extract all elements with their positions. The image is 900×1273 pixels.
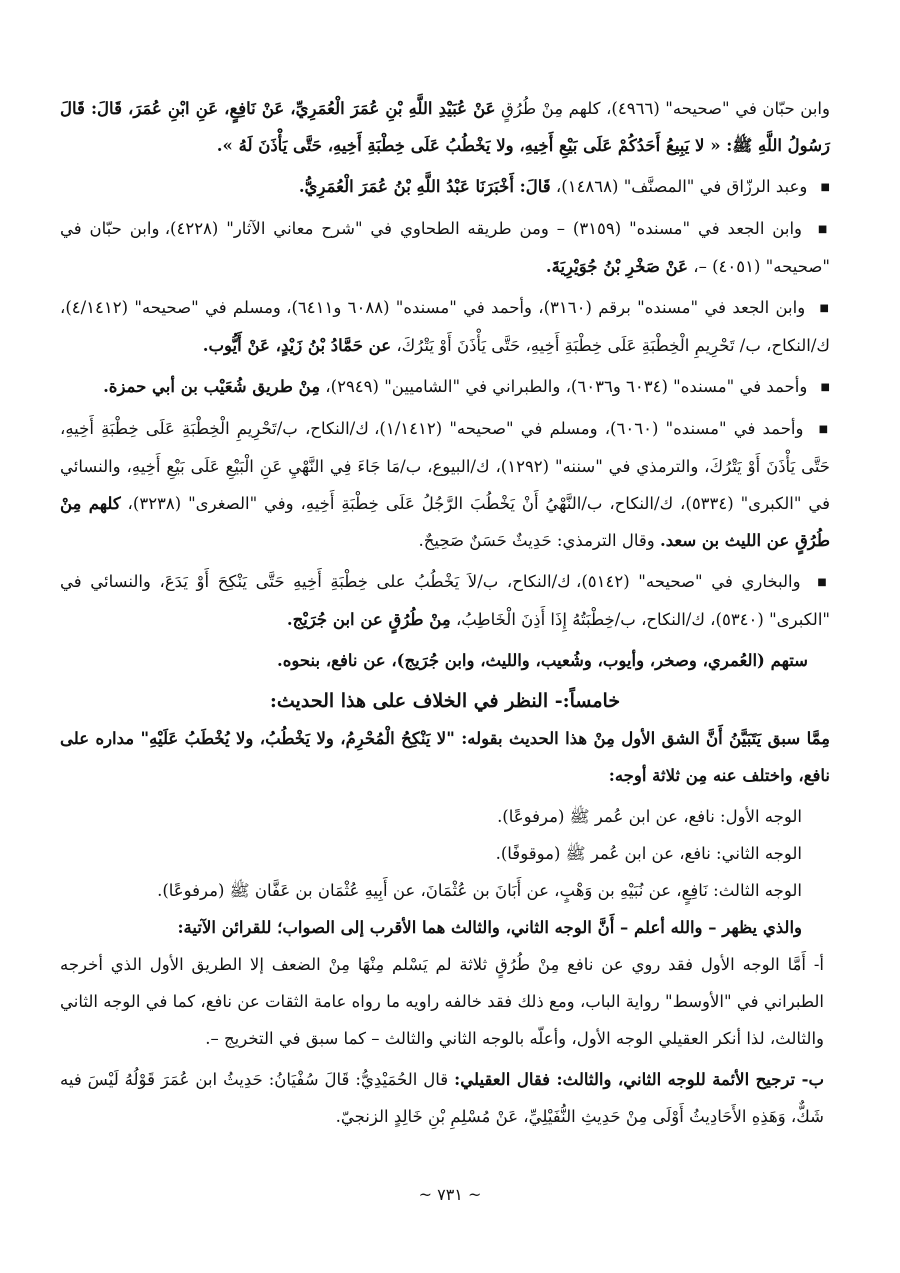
text-plain: وأحمد في "مسنده" (٦٠٣٤ و٦٠٣٦)، والطبراني في "الشاميين" (٢٩٤٩)، xyxy=(320,377,808,396)
bullet-ahmad-1 xyxy=(60,368,830,406)
bullet-ahmad-2 xyxy=(60,410,830,559)
section-heading: خامساً:- النظر في الخلاف على هذا الحديث: xyxy=(269,690,621,712)
bullet-abdulrazzaq xyxy=(60,168,830,206)
intro-paragraph: مِمَّا سبق يَتَبَيَّنُ أَنَّ الشق الأول مِنْ هذا الحديث بقوله: "لا يَنْكِحُ الْمُحْرِمُ، ولا يَخْطُبُ، ولا يُخْطَبُ عَلَيْهِ" مداره على نافع، واختلف عنه مِن ثلاثة أوجه: xyxy=(60,729,830,785)
point-a: أ- أَمَّا الوجه الأول فقد روي عن نافع مِنْ طُرُقٍ ثلاثة لم يَسْلم مِنْهَا مِنْ الضعف إلا الطريق الأول الذي أخرجه الطبراني في "الأوسط" رواية الباب، ومع ذلك فقد خالفه راويه ما رواه عامة الثقات عن نافع، كما في الوجه الثاني والثالث، لذا أنكر العقيلي الوجه الأول، وأعلّه بالوجه الثاني والثالث – كما سبق في التخريج –. xyxy=(60,955,824,1048)
conclusion-line: والذي يظهر – والله أعلم – أَنَّ الوجه الثاني، والثالث هما الأقرب إلى الصواب؛ للقرائن الآتية: xyxy=(177,918,802,937)
text-plain: وقال الترمذي: حَدِيثٌ حَسَنٌ صَحِيحٌ. xyxy=(418,531,660,550)
text-plain: وابن حبّان في "صحيحه" (٤٩٦٦)، كلهم مِنْ طُرُقٍ xyxy=(495,99,830,118)
bullet-ibn-aljaad-1 xyxy=(60,210,830,285)
text-bold-isnad: عَنْ صَخْرِ بْنُ جُوَيْرِيَةَ. xyxy=(545,257,689,276)
text-bold-isnad: كلهم مِنْ طُرُقٍ عن الليث بن سعد. xyxy=(60,494,830,550)
text-plain: وابن الجعد في "مسنده" برقم (٣١٦٠)، وأحمد في "مسنده" (٦٠٨٨ و٦٤١١)، ومسلم في "صحيحه" (٤/١٤١٢)، ك/النكاح، ب/ تَحْرِيمِ الْخِطْبَةِ عَلَى خِطْبَةِ أَخِيهِ، حَتَّى يَأْذَنَ أَوْ يَتْرُكَ، xyxy=(60,298,830,355)
summary-line: ستهم (العُمري، وصخر، وأيوب، وشُعيب، والليث، وابن جُرَيج)، عن نافع، بنحوه. xyxy=(276,651,808,670)
text-plain: وعبد الرزّاق في "المصنَّف" (١٤٨٦٨)، xyxy=(550,177,808,196)
text-bold-isnad: مِنْ طُرُقٍ عن ابن جُرَيْج. xyxy=(286,610,451,629)
face-one: الوجه الأول: نافع، عن ابن عُمر ﷺ (مرفوعًا). xyxy=(497,807,802,826)
text-bold-isnad: مِنْ طريق شُعَيْب بن أبي حمزة. xyxy=(103,377,321,396)
text-bold-isnad: عن حَمَّادُ بْنُ زَيْدٍ، عَنْ أَيُّوب. xyxy=(202,336,392,355)
point-b-text: قال الحُمَيْدِيُّ: قَالَ سُفْيَانُ: حَدِيثُ ابن عُمَرَ قَوْلُهُ لَيْسَ فيه شَكٌّ، وَهَذِهِ الأَحَادِيثُ أَوْلَى مِنْ حَدِيثِ النُّفَيْلِيِّ، عَنْ مُسْلِمِ بْنِ خَالِدٍ الزنجيّ. xyxy=(60,1070,824,1126)
point-b-label: ب- ترجيح الأئمة للوجه الثاني، والثالث: فقال العقيلي: xyxy=(454,1070,824,1089)
text-bold-isnad: قَالَ: أَخْبَرَنَا عَبْدُ اللَّهِ بْنُ عُمَرَ الْعُمَرِيُّ. xyxy=(298,177,551,196)
text-plain: والبخاري في "صحيحه" (٥١٤٢)، ك/النكاح، ب/لاَ يَخْطُبُ على خِطْبَةِ أَخِيهِ حَتَّى يَنْكِحَ أَوْ يَدَعَ، والنسائي في "الكبرى" (٥٣٤٠)، ك/النكاح، ب/خِطْبَتُهُ إِذَا أَذِنَ الْخَاطِبُ، xyxy=(60,572,830,629)
text-bold-isnad: عَنْ عُبَيْدِ اللَّهِ بْنِ عُمَرَ الْعُمَرِيِّ، عَنْ نَافِعٍ، عَنِ ابْنِ عُمَرَ، قَالَ: قَالَ رَسُولُ اللَّهِ ﷺ: « لا يَبِيعُ أَحَدُكُمْ عَلَى بَيْعِ أَخِيهِ، ولا يَخْطُبُ عَلَى خِطْبَةِ أَخِيهِ، حَتَّى يَأْذَنَ لَهُ ». xyxy=(60,99,830,155)
document-body xyxy=(60,90,830,1139)
paragraph-ibn-hibban xyxy=(60,90,830,164)
page-number: ~ ٧٣١ ~ xyxy=(418,1185,482,1204)
text-plain: وابن الجعد في "مسنده" (٣١٥٩) – ومن طريقه الطحاوي في "شرح معاني الآثار" (٤٢٢٨)، وابن حبّان في "صحيحه" (٤٠٥١) –، xyxy=(60,219,830,276)
bullet-ibn-aljaad-2 xyxy=(60,289,830,364)
bullet-bukhari xyxy=(60,563,830,638)
face-three: الوجه الثالث: نَافِعٍ، عن نُبَيْهِ بن وَهْبٍ، عن أَبَانَ بن عُثْمَانَ، عن أَبِيهِ عُثْمَان بن عَفَّان ﷺ (مرفوعًا). xyxy=(157,881,802,900)
text-plain: وأحمد في "مسنده" (٦٠٦٠)، ومسلم في "صحيحه" (١/١٤١٢)، ك/النكاح، ب/تَحْرِيمِ الْخِطْبَةِ عَلَى خِطْبَةِ أَخِيهِ، حَتَّى يَأْذَنَ أَوْ يَتْرُكَ، والترمذي في "سننه" (١٢٩٢)، ك/البيوع، ب/مَا جَاءَ فِي النَّهْيِ عَنِ الْبَيْعِ عَلَى بَيْعِ أَخِيهِ، والنسائي في "الكبرى" (٥٣٣٤)، ك/النكاح، ب/النَّهْيُ أَنْ يَخْطُبَ الرَّجُلُ عَلَى خِطْبَةِ أَخِيهِ، وفي "الصغرى" (٣٢٣٨)، xyxy=(60,419,830,513)
point-b xyxy=(60,1061,830,1135)
face-two: الوجه الثاني: نافع، عن ابن عُمر ﷺ (موقوفًا). xyxy=(495,844,802,863)
